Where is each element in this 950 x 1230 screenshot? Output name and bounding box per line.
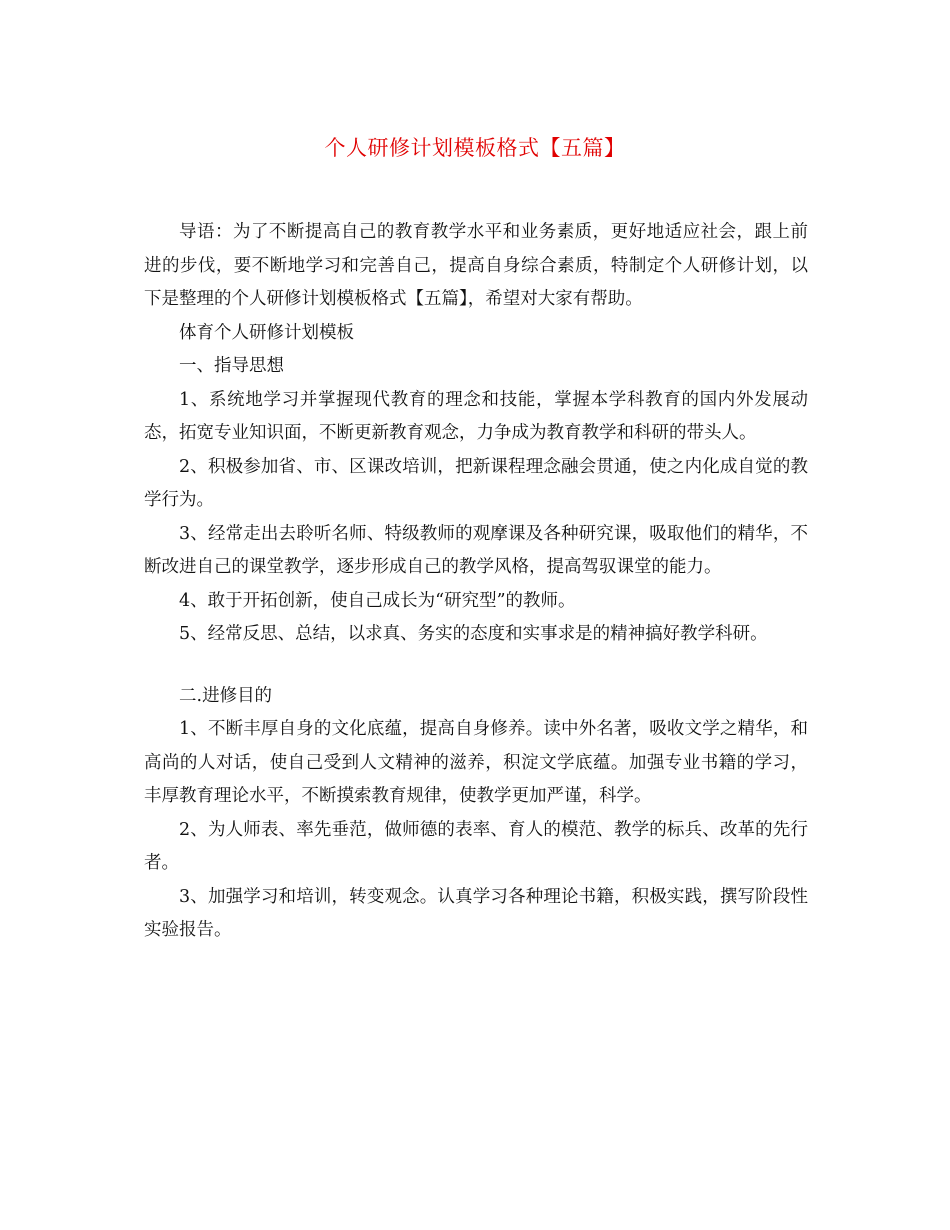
intro-paragraph: 导语：为了不断提高自己的教育教学水平和业务素质，更好地适应社会，跟上前进的步伐，要不断地学习和完善自己，提高自身综合素质，特制定个人研修计划，以下是整理的个人研修计划模板格式【五篇】，希望对大家有帮助。 bbox=[144, 222, 808, 309]
list-item: 1、不断丰厚自身的文化底蕴，提高自身修养。读中外名著，吸收文学之精华，和高尚的人对话，使自己受到人文精神的滋养，积淀文学底蕴。加强专业书籍的学习，丰厚教育理论水平，不断摸索教育规律，使教学更加严谨，科学。 bbox=[144, 719, 808, 806]
list-item: 3、加强学习和培训，转变观念。认真学习各种理论书籍，积极实践，撰写阶段性实验报告。 bbox=[144, 886, 808, 940]
list-item: 1、系统地学习并掌握现代教育的理念和技能，掌握本学科教育的国内外发展动态，拓宽专业知识面，不断更新教育观念，力争成为教育教学和科研的带头人。 bbox=[144, 389, 808, 443]
list-item: 4、敢于开拓创新，使自己成长为“研究型”的教师。 bbox=[179, 590, 576, 611]
section-spacer bbox=[144, 652, 808, 680]
list-item: 2、为人师表、率先垂范，做师德的表率、育人的模范、教学的标兵、改革的先行者。 bbox=[144, 819, 808, 873]
section-heading-guiding-thought: 一、指导思想 bbox=[179, 356, 284, 376]
section-heading-pe-plan: 体育个人研修计划模板 bbox=[179, 322, 354, 343]
list-item: 5、经常反思、总结，以求真、务实的态度和实事求是的精神搞好教学科研。 bbox=[179, 624, 768, 644]
document-body bbox=[144, 216, 808, 948]
document-title: 个人研修计划模板格式【五篇】 bbox=[324, 136, 626, 160]
list-item: 3、经常走出去聆听名师、特级教师的观摩课及各种研究课，吸取他们的精华，不断改进自己的课堂教学，逐步形成自己的教学风格，提高驾驭课堂的能力。 bbox=[144, 523, 808, 577]
section-heading-study-goals: 二.进修目的 bbox=[179, 685, 273, 706]
list-item: 2、积极参加省、市、区课改培训，把新课程理念融会贯通，使之内化成自觉的教学行为。 bbox=[144, 456, 808, 510]
